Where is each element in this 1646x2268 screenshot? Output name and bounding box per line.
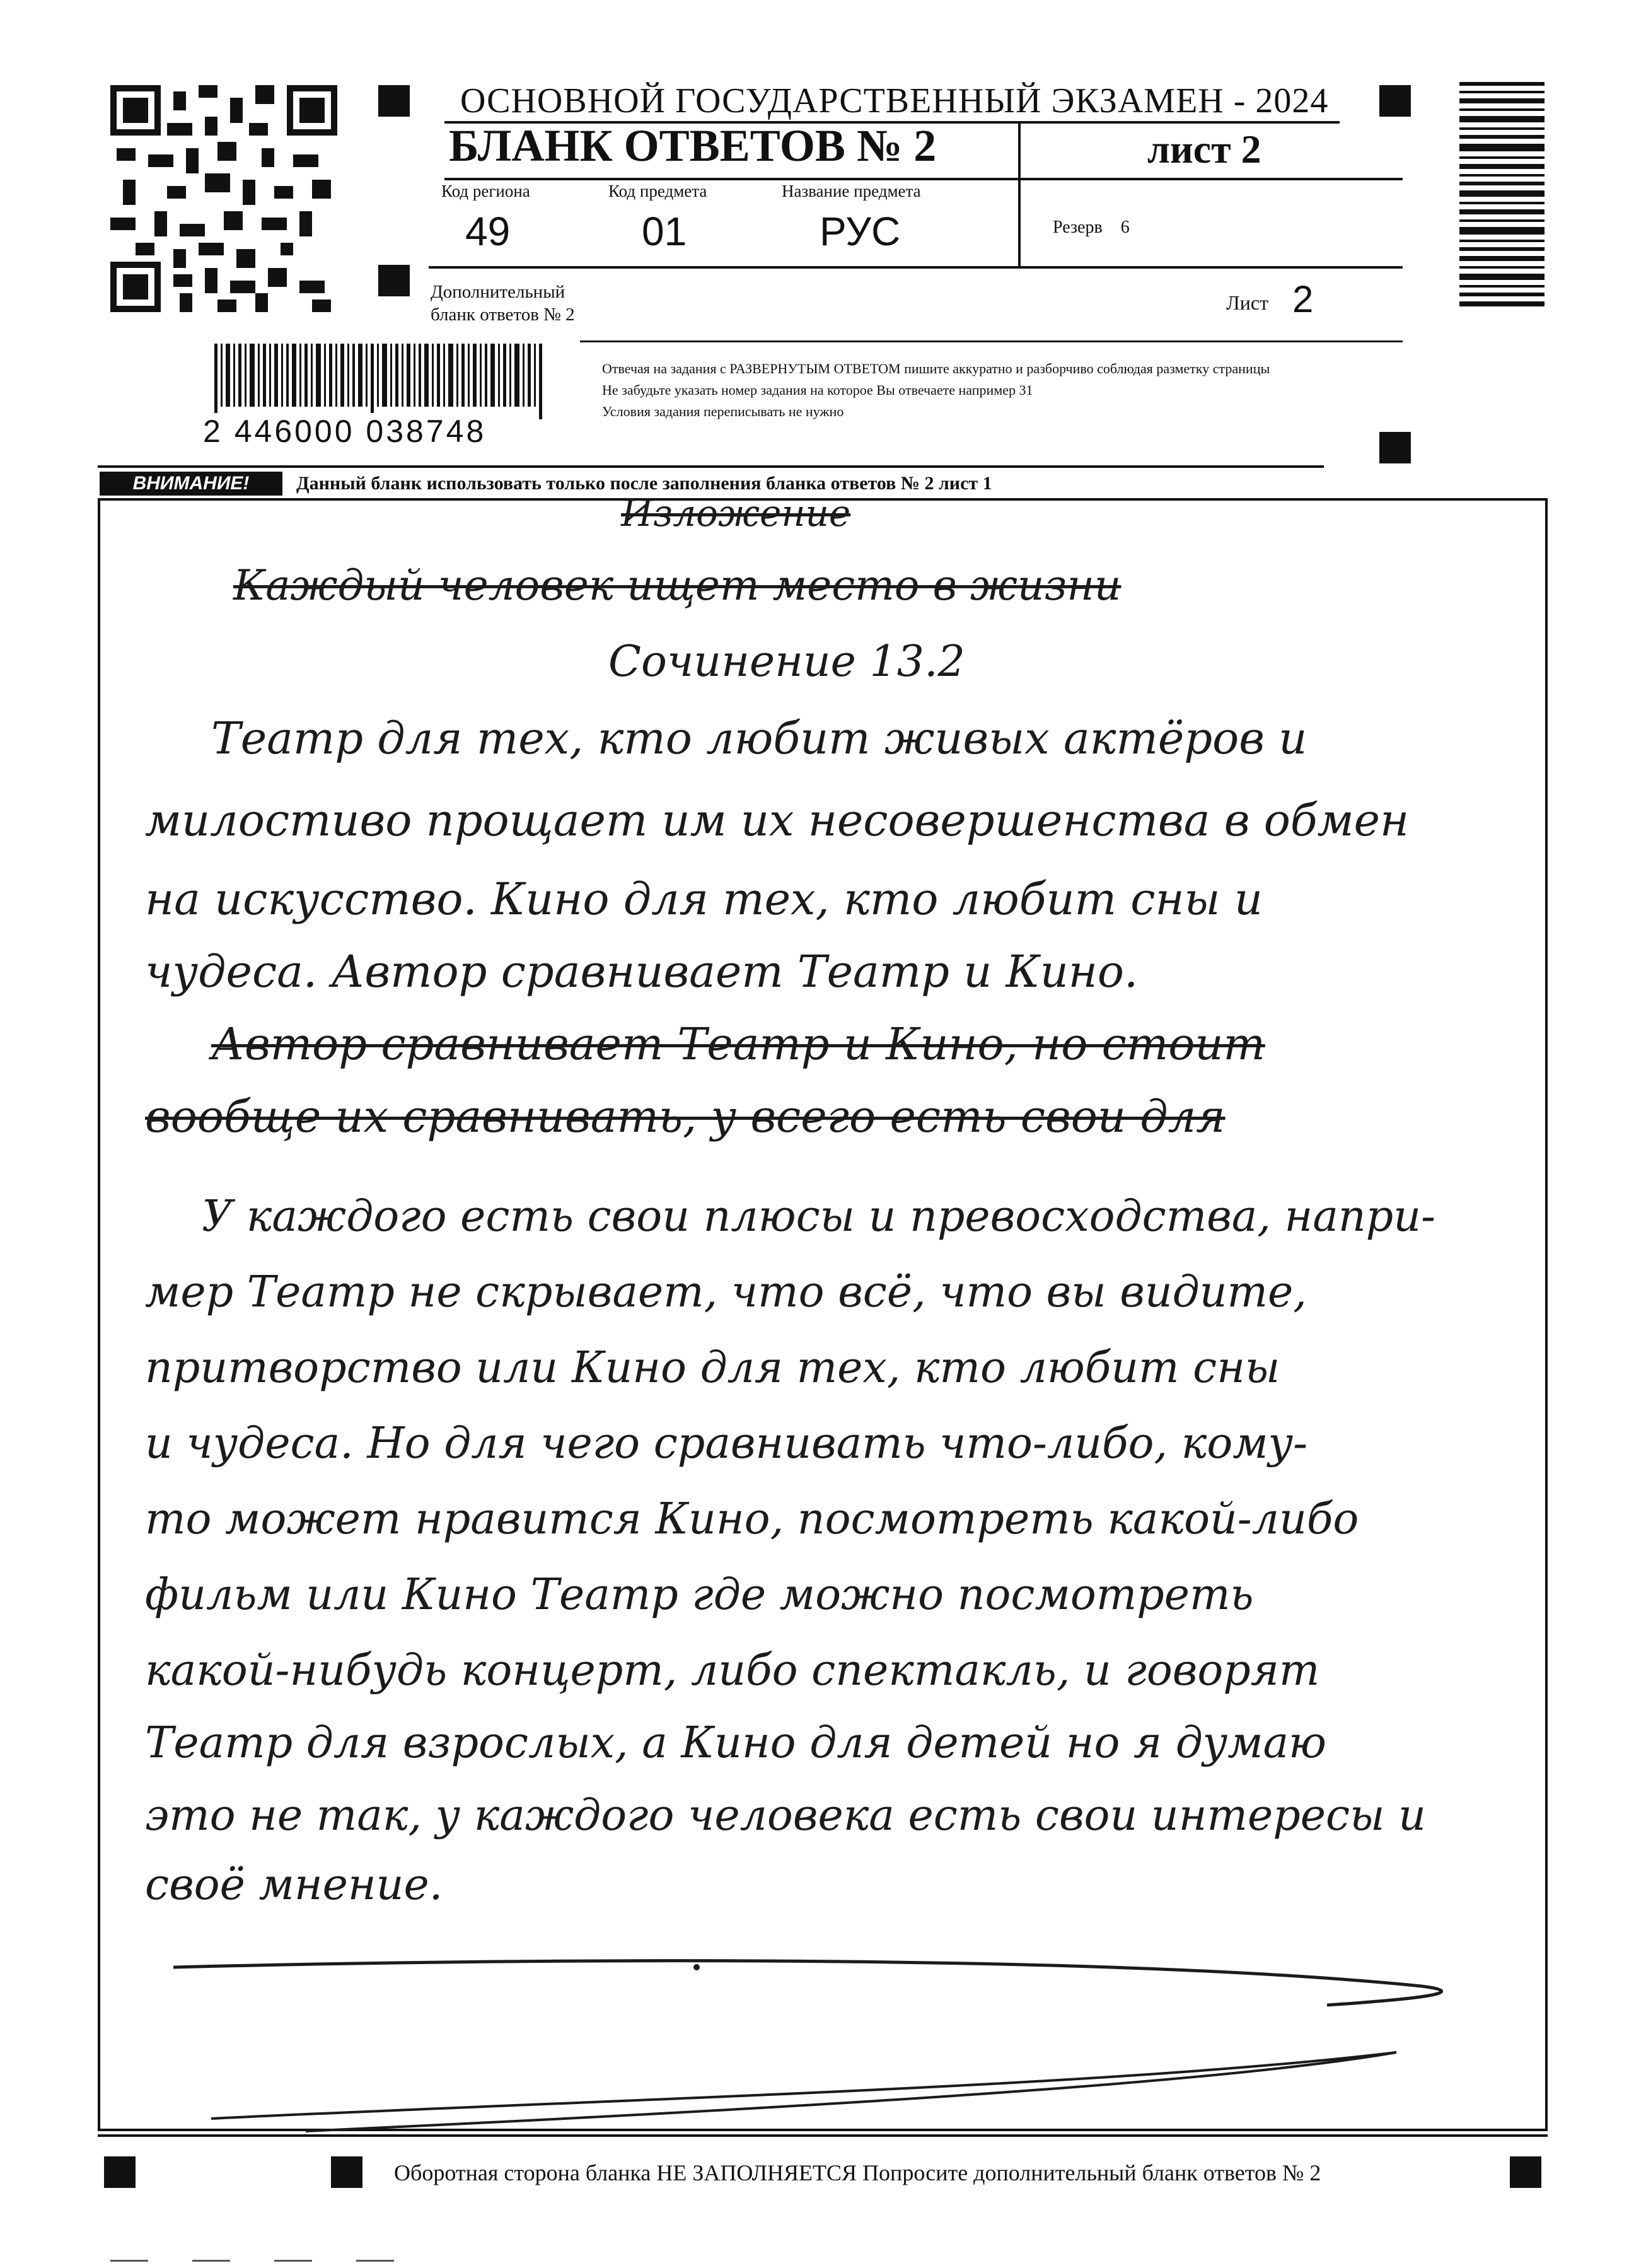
essay-line-5-crossed: Автор сравнивает Театр и Кино, но стоит bbox=[211, 1018, 1265, 1070]
reserve-label bbox=[1053, 218, 1130, 238]
side-barcode bbox=[1459, 82, 1545, 309]
essay-line-12: фильм или Кино Театр где можно посмотреть bbox=[145, 1570, 1254, 1620]
additional-form-label-line-1: Дополнительный bbox=[431, 282, 565, 302]
essay-line-3: на искусство. Кино для тех, кто любит сны и bbox=[145, 873, 1263, 925]
header-divider-vertical bbox=[1018, 123, 1021, 268]
essay-line-13: какой-нибудь концерт, либо спектакль, и говорят bbox=[145, 1646, 1320, 1695]
essay-line-14: Театр для взрослых, а Кино для детей но я думаю bbox=[145, 1718, 1327, 1768]
warning-top-line bbox=[98, 465, 1324, 468]
footer-dashes bbox=[110, 2254, 438, 2257]
qr-code bbox=[110, 85, 337, 312]
essay-heading: Сочинение 13.2 bbox=[608, 637, 965, 687]
sheet-label: Лист bbox=[1226, 291, 1269, 314]
subject-code-value: 01 bbox=[642, 209, 687, 254]
header-line-4 bbox=[580, 340, 1403, 342]
registration-mark-bottom-1 bbox=[104, 2156, 136, 2188]
essay-line-15: это не так, у каждого человека есть свои интересы и bbox=[145, 1791, 1426, 1841]
footer-top-line bbox=[98, 2134, 1548, 2137]
header-line-3 bbox=[429, 266, 1403, 269]
essay-line-4: чудеса. Автор сравнивает Театр и Кино. bbox=[145, 946, 1139, 997]
warning-text: Данный бланк использовать только после заполнения бланка ответов № 2 лист 1 bbox=[296, 473, 992, 494]
instruction-2: Не забудьте указать номер задания на которое Вы отвечаете например 31 bbox=[602, 382, 1033, 398]
essay-line-9: притворство или Кино для тех, кто любит сны bbox=[145, 1343, 1280, 1393]
essay-line-7: У каждого есть свои плюсы и превосходства, напри- bbox=[202, 1192, 1435, 1242]
registration-mark-bottom-3 bbox=[1510, 2156, 1541, 2188]
form-title: БЛАНК ОТВЕТОВ № 2 bbox=[449, 120, 937, 171]
essay-line-1: Театр для тех, кто любит живых актёров и bbox=[211, 712, 1307, 764]
subject-name-label: Название предмета bbox=[782, 182, 921, 201]
registration-mark-bottom-2 bbox=[331, 2156, 362, 2188]
sheet-value: 2 bbox=[1292, 278, 1314, 320]
registration-mark-top-right bbox=[1379, 85, 1411, 117]
essay-line-6-crossed: вообще их сравнивать, у всего есть свои для bbox=[145, 1091, 1226, 1143]
registration-mark-mid-left bbox=[378, 265, 410, 296]
instruction-1: Отвечая на задания с РАЗВЕРНУТЫМ ОТВЕТОМ пишите аккуратно и разборчиво соблюдая разметку страницы bbox=[602, 361, 1270, 376]
reserve-value: 6 bbox=[1120, 218, 1130, 237]
warning-badge: ВНИМАНИЕ! bbox=[100, 472, 282, 496]
instructions bbox=[602, 358, 1270, 422]
essay-line-2: милостиво прощает им их несовершенства в обмен bbox=[145, 794, 1410, 846]
sheet-title: лист 2 bbox=[1147, 127, 1261, 172]
essay-line-11: то может нравится Кино, посмотреть какой-либо bbox=[145, 1494, 1359, 1544]
crossed-heading-1: Изложение bbox=[621, 492, 851, 535]
essay-line-10: и чудеса. Но для чего сравнивать что-либо, кому- bbox=[145, 1419, 1308, 1468]
crossed-heading-2: Каждый человек ищет место в жизни bbox=[233, 561, 1121, 610]
region-label: Код региона bbox=[441, 182, 530, 201]
form-barcode bbox=[214, 344, 548, 419]
registration-mark-top-left bbox=[378, 85, 410, 117]
reserve-label-text: Резерв bbox=[1053, 218, 1103, 237]
essay-line-16: своё мнение. bbox=[145, 1860, 443, 1910]
barcode-number: 2 446000 038748 bbox=[200, 413, 489, 450]
subject-name-value: РУС bbox=[820, 209, 901, 254]
additional-form-label bbox=[431, 281, 575, 326]
registration-mark-mid-right bbox=[1379, 432, 1411, 463]
exam-title: ОСНОВНОЙ ГОСУДАРСТВЕННЫЙ ЭКЗАМЕН - 2024 bbox=[460, 81, 1329, 120]
additional-form-label-line-2: бланк ответов № 2 bbox=[431, 305, 575, 325]
region-value: 49 bbox=[465, 209, 511, 254]
closing-strokes bbox=[98, 1904, 1548, 2156]
footer-text: Оборотная сторона бланка НЕ ЗАПОЛНЯЕТСЯ Попросите дополнительный бланк ответов № 2 bbox=[394, 2160, 1321, 2185]
instruction-3: Условия задания переписывать не нужно bbox=[602, 404, 844, 419]
subject-code-label: Код предмета bbox=[608, 182, 707, 201]
header-line-2 bbox=[444, 178, 1403, 180]
essay-line-8: мер Театр не скрывает, что всё, что вы видите, bbox=[145, 1267, 1307, 1317]
